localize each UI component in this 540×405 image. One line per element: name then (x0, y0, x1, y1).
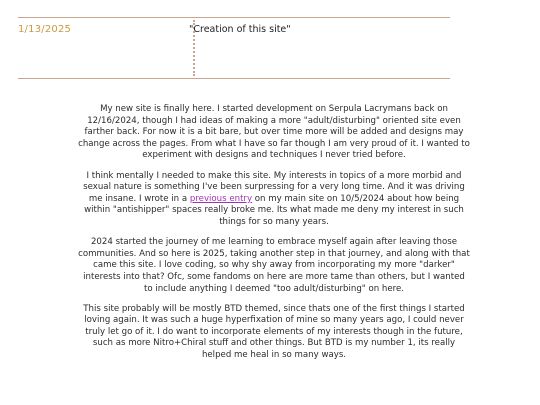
paragraph-2-text-before: I think mentally I needed to make this site. My interests in topics of a more morbid and sexual nature is something I've been surpressing for a very long time. And it was driving me insane. I wrote in a (83, 170, 465, 204)
entry-title: "Creation of this site" (189, 24, 291, 35)
previous-entry-link[interactable]: previous entry (189, 193, 253, 204)
entry-body (78, 104, 470, 370)
paragraph-1: My new site is finally here. I started development on Serpula Lacrymans back on 12/16/2024, though I had ideas of making a more "adult/disturbing" oriented site even farther back. For now it is a bit bare, but over time more will be added and designs may change across the pages. From what I have so far though I am very proud of it. I wanted to experiment with designs and techniques I never tried before. (78, 104, 470, 161)
paragraph-2-text-after: on my main site on 10/5/2024 about how being within "antishipper" spaces really broke me. Its what made me deny my interest in such things for so many years. (84, 193, 464, 227)
paragraph-2 (78, 171, 470, 229)
paragraph-3: 2024 started the journey of me learning to embrace myself again after leaving those communities. And so here is 2025, taking another step in that journey, and along with that came this site. I love coding, so why shy away from incorporating my more "darker" interests into that? Ofc, some fandoms on here are more tame than others, but I wanted to include anything I deemed "too adult/disturbing" on here. (78, 237, 470, 294)
entry-date: 1/13/2025 (18, 24, 72, 35)
paragraph-4: This site probably will be mostly BTD themed, since thats one of the first things I started loving again. It was such a huge hyperfixation of mine so many years ago, I could never truly let go of it. I do want to incorporate elements of my interests though in the future, such as more Nitro+Chiral stuff and other things. But BTD is my number 1, its really helped me heal in so many ways. (83, 303, 465, 361)
